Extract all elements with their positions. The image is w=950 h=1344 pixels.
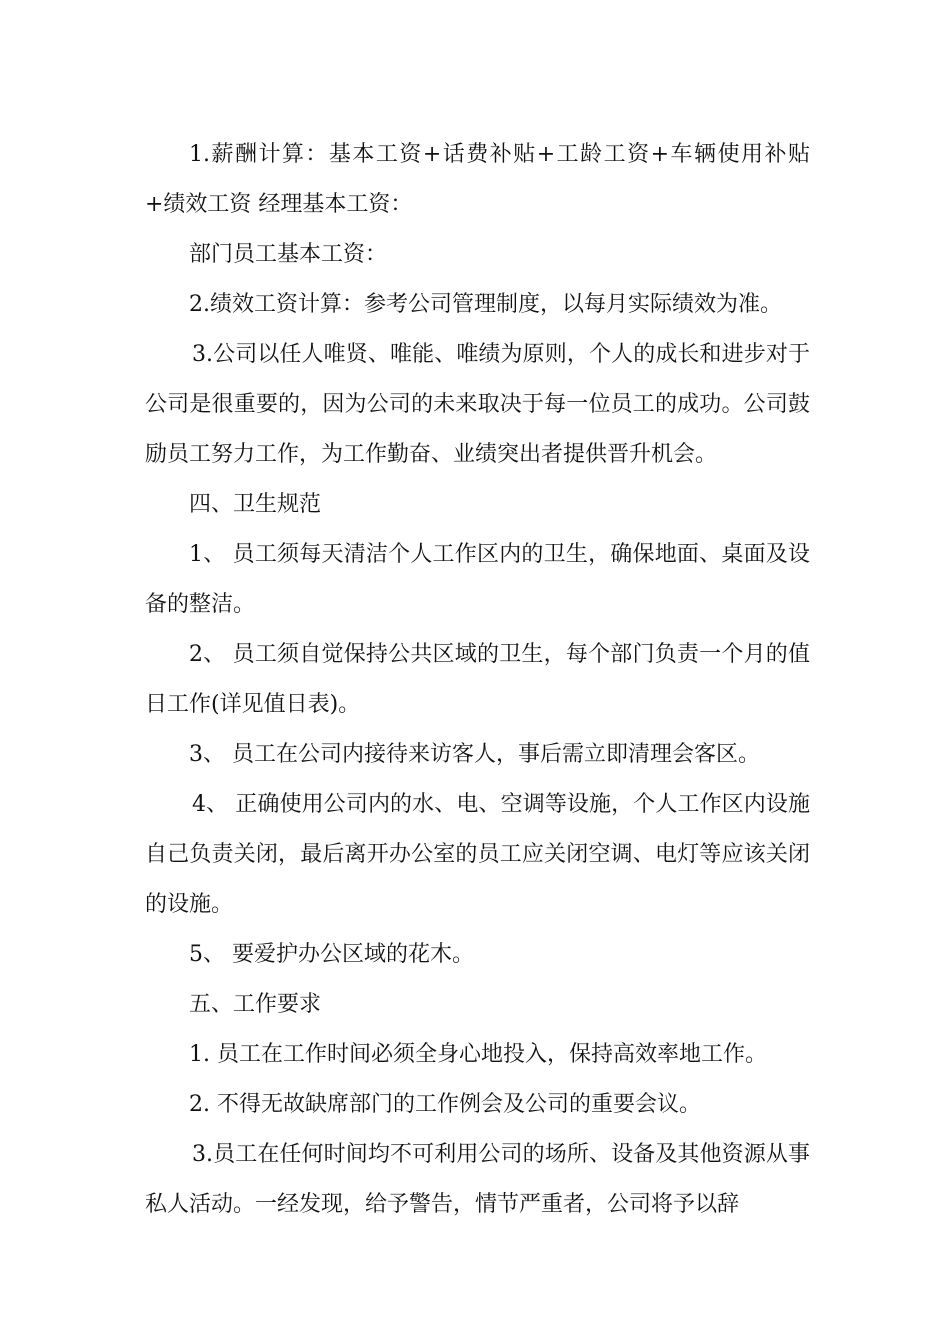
paragraph-work-3: 3.员工在任何时间均不可利用公司的场所、设备及其他资源从事私人活动。一经发现，给予警告，情节严重者，公司将予以辞 [145,1142,810,1217]
paragraph-hygiene-2: 2、 员工须自觉保持公共区域的卫生，每个部门负责一个月的值日工作(详见值日表)。 [145,642,810,717]
section-heading-work-requirements: 五、工作要求 [189,992,322,1017]
paragraph-work-2: 2. 不得无故缺席部门的工作例会及公司的重要会议。 [189,1092,701,1117]
paragraph-promotion-principle: 3.公司以任人唯贤、唯能、唯绩为原则，个人的成长和进步对于公司是很重要的，因为公司的未来取决于每一位员工的成功。公司鼓励员工努力工作，为工作勤奋、业绩突出者提供晋升机会。 [145,342,810,467]
paragraph-hygiene-3: 3、 员工在公司内接待来访客人，事后需立即清理会客区。 [189,742,760,767]
paragraph-hygiene-5: 5、 要爱护办公区域的花木。 [189,942,474,967]
paragraph-salary-calculation: 1.薪酬计算：基本工资+话费补贴+工龄工资+车辆使用补贴+绩效工资 经理基本工资： [145,142,810,217]
paragraph-department-base-salary: 部门员工基本工资： [189,242,388,267]
paragraph-hygiene-4: 4、 正确使用公司内的水、电、空调等设施，个人工作区内设施自己负责关闭，最后离开办公室的员工应关闭空调、电灯等应该关闭的设施。 [145,792,810,917]
paragraph-work-1: 1. 员工在工作时间必须全身心地投入，保持高效率地工作。 [189,1042,767,1067]
document-body [145,130,810,1230]
paragraph-performance-salary: 2.绩效工资计算：参考公司管理制度，以每月实际绩效为准。 [189,292,782,317]
section-heading-hygiene: 四、卫生规范 [189,492,322,517]
paragraph-hygiene-1: 1、 员工须每天清洁个人工作区内的卫生，确保地面、桌面及设备的整洁。 [145,542,810,617]
